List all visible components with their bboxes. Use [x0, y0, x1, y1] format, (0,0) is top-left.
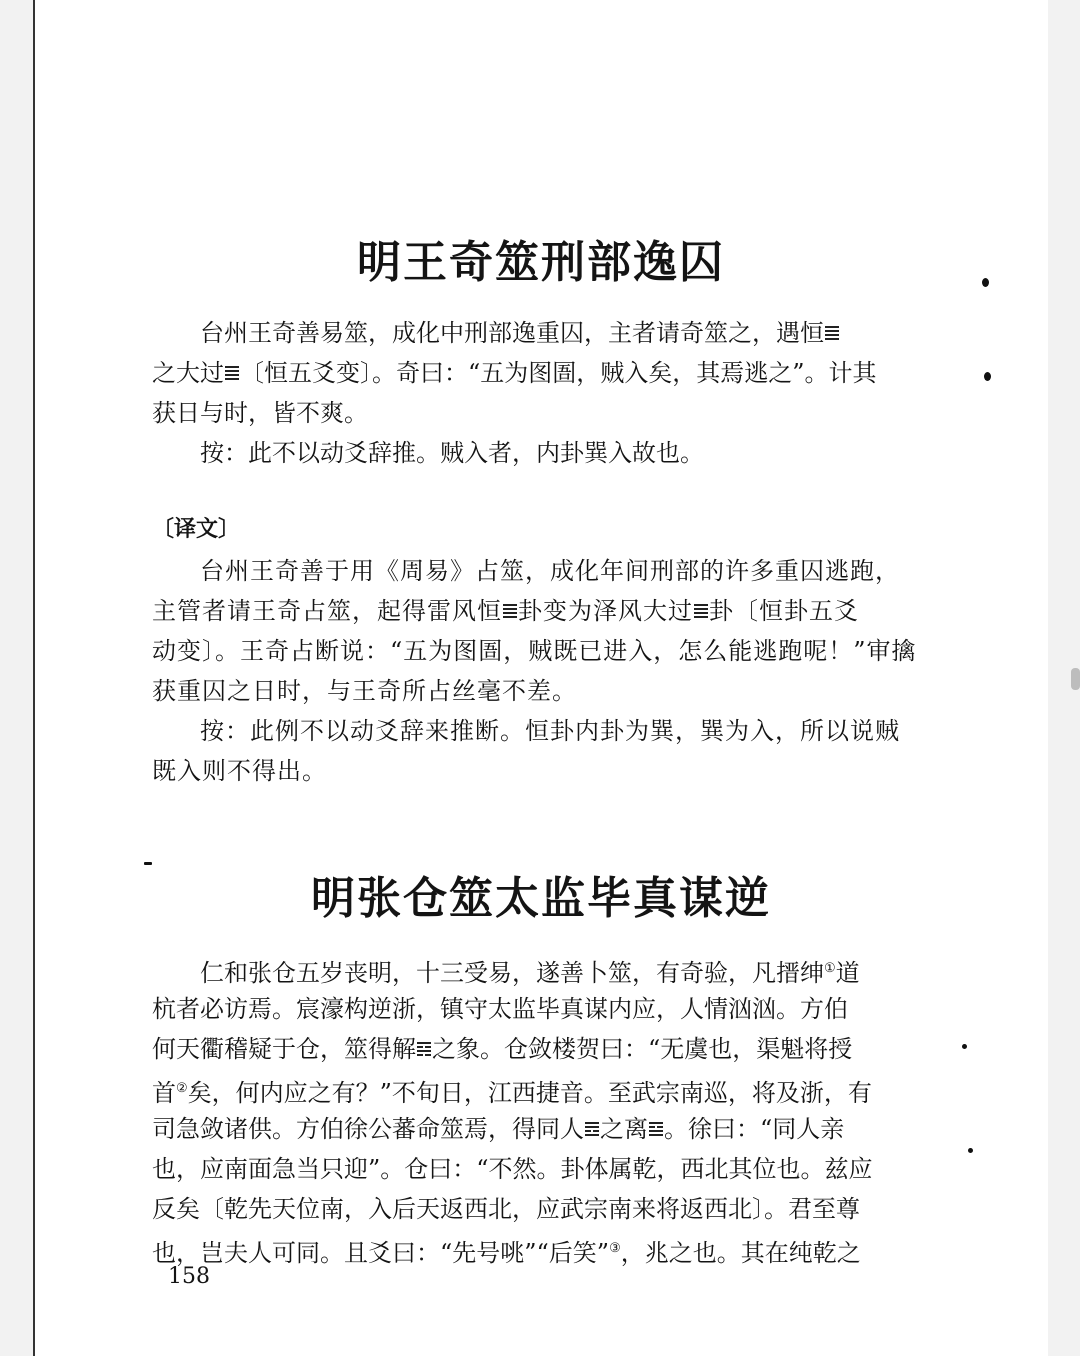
trigram-daguo-icon: [694, 603, 708, 621]
trigram-li-icon: [649, 1121, 663, 1139]
translation-label: 〔译文〕: [152, 517, 241, 542]
body-line: 仁和张仓五岁丧明，十三受易，遂善卜筮，有奇验，凡搢绅①道: [200, 959, 860, 987]
translation-line: 既入则不得出。: [152, 757, 327, 785]
body-line: 获日与时，皆不爽。: [152, 399, 368, 427]
body-line: 也，岂夫人可同。且爻曰：“先号咷”“后笑”③，兆之也。其在纯乾之: [152, 1239, 861, 1267]
translation-line: 主管者请王奇占筮，起得雷风恒 卦变为泽风大过 卦〔恒卦五爻: [152, 597, 859, 625]
scrollbar-thumb[interactable]: [1071, 668, 1080, 690]
trigram-heng-icon: [503, 603, 517, 621]
translation-line: 获重囚之日时，与王奇所占丝毫不差。: [152, 677, 577, 705]
page-edge: [33, 0, 35, 1356]
print-speck: [984, 372, 991, 381]
footnote-ref: ②: [176, 1081, 188, 1096]
translation-line: 动变〕。王奇占断说：“五为图圄，贼既已进入，怎么能逃跑呢！”审擒: [152, 637, 917, 665]
footnote-ref: ③: [609, 1241, 621, 1256]
body-line: 何天衢稽疑于仓，筮得解 之象。仓敛楼贺曰：“无虞也，渠魁将授: [152, 1035, 853, 1063]
body-line: 之大过 〔恒五爻变〕。奇曰：“五为图圄，贼入矣，其焉逃之”。计其: [152, 359, 877, 387]
print-speck: [144, 862, 152, 865]
trigram-jie-icon: [417, 1041, 431, 1059]
body-line: 台州王奇善易筮，成化中刑部逸重囚，主者请奇筮之，遇恒: [200, 314, 930, 352]
body-line: 反矣〔乾先天位南，入后天返西北，应武宗南来将返西北〕。君至尊: [152, 1195, 860, 1223]
page-number: 158: [168, 1264, 210, 1289]
print-speck: [968, 1148, 973, 1153]
footnote-ref: ①: [824, 961, 836, 976]
body-line: 按：此不以动爻辞推。贼入者，内卦巽入故也。: [200, 439, 704, 467]
trigram-tongren-icon: [585, 1121, 599, 1139]
section-title-wang-qi: 明王奇筮刑部逸囚: [357, 237, 725, 288]
print-speck: [982, 278, 989, 287]
body-line: 司急敛诸供。方伯徐公蕃命筮焉，得同人 之离 。徐曰：“同人亲: [152, 1115, 845, 1143]
section-title-zhang-cang: 明张仓筮太监毕真谋逆: [311, 873, 771, 924]
translation-line: 台州王奇善于用《周易》占筮，成化年间刑部的许多重囚逃跑，: [200, 557, 900, 585]
print-speck: [962, 1044, 967, 1049]
trigram-daguo-icon: [225, 365, 239, 383]
trigram-heng-icon: [825, 325, 839, 343]
translation-line: 按：此例不以动爻辞来推断。恒卦内卦为巽，巽为入，所以说贼: [200, 717, 900, 745]
body-line: 首②矣，何内应之有？”不旬日，江西捷音。至武宗南巡，将及浙，有: [152, 1079, 872, 1107]
body-line: 杭者必访焉。宸濠构逆浙，镇守太监毕真谋内应，人情汹汹。方伯: [152, 995, 848, 1023]
book-page: [34, 0, 1048, 1356]
body-line: 也，应南面急当只迎”。仓曰：“不然。卦体属乾，西北其位也。兹应: [152, 1155, 873, 1183]
